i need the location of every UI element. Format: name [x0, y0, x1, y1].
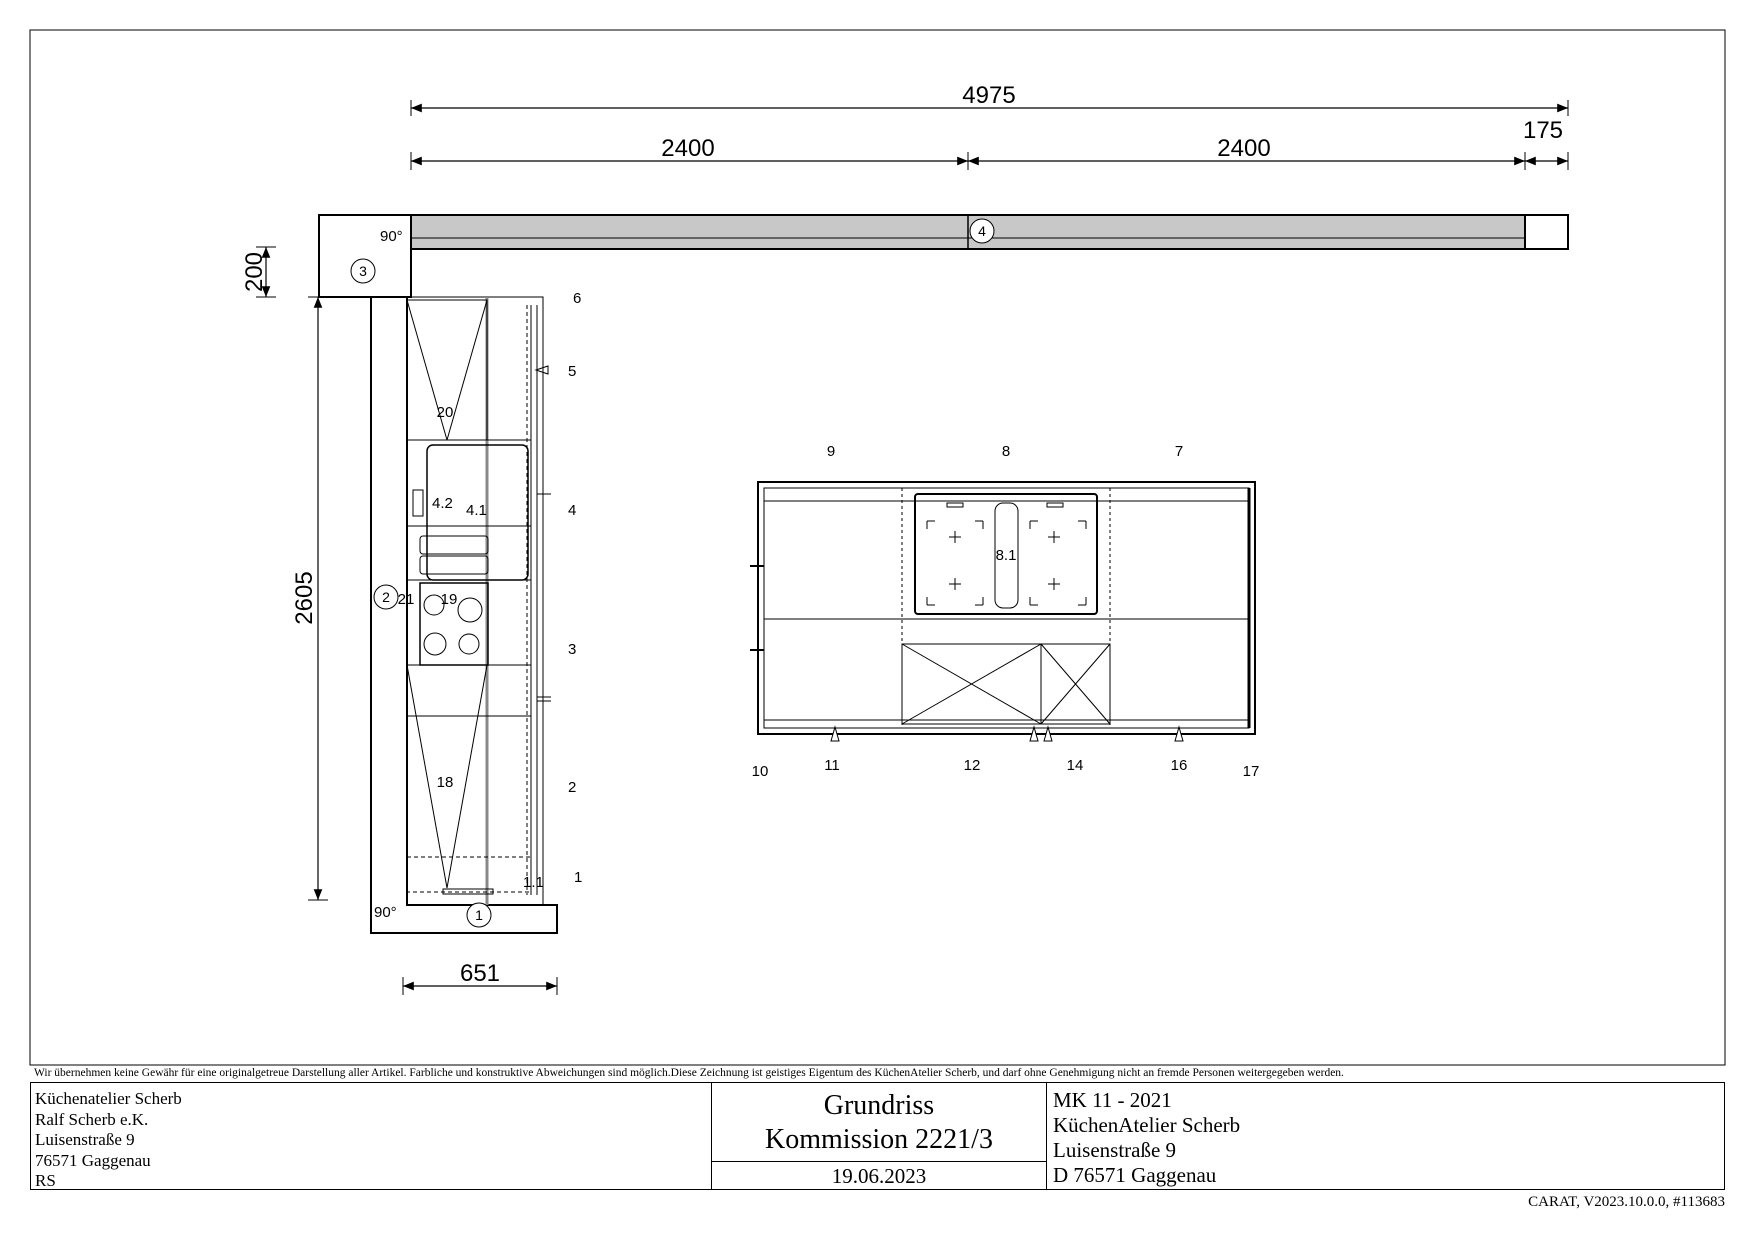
island-number-10: 10 — [751, 763, 769, 780]
drawing-title-line-2: Kommission 2221/3 — [765, 1124, 993, 1155]
angle-bottom-label: 90° — [374, 904, 397, 921]
wall-number-6: 6 — [573, 290, 582, 307]
end-panel — [1525, 215, 1568, 249]
wall-number-4: 4 — [568, 502, 577, 519]
dimension-corner-offset — [241, 247, 276, 297]
kitchen-island — [750, 443, 1259, 780]
label-1-1: 1.1 — [523, 874, 544, 891]
vendor-block — [1046, 1082, 1725, 1190]
drawing-title-line-1: Grundriss — [823, 1090, 935, 1121]
dim-total-label: 4975 — [962, 82, 1016, 109]
circled-label-3 — [351, 259, 375, 283]
drawing-title — [712, 1089, 1046, 1157]
label-21: 21 — [397, 591, 415, 608]
circled-label-4 — [970, 219, 994, 243]
wall-number-2: 2 — [568, 779, 577, 796]
dimension-left-depth — [403, 960, 557, 995]
vendor-line-1: MK 11 - 2021 — [1053, 1088, 1172, 1112]
company-line-5: RS — [35, 1171, 56, 1190]
dim-left-depth-label: 651 — [459, 960, 501, 987]
island-number-12: 12 — [963, 757, 981, 774]
company-line-3: Luisenstraße 9 — [35, 1130, 135, 1149]
svg-text:4: 4 — [978, 223, 986, 239]
circled-label-1 — [467, 903, 491, 927]
island-number-17: 17 — [1242, 763, 1260, 780]
wall-number-3: 3 — [568, 641, 577, 658]
company-line-4: 76571 Gaggenau — [35, 1150, 151, 1170]
circled-label-2 — [374, 585, 398, 609]
label-4-1: 4.1 — [466, 502, 487, 519]
island-number-16: 16 — [1170, 757, 1188, 774]
drawing-date: 19.06.2023 — [712, 1161, 1046, 1191]
island-number-11: 11 — [824, 757, 840, 774]
angle-top-label: 90° — [380, 228, 403, 245]
dimension-left-run — [291, 297, 328, 900]
label-8-1: 8.1 — [995, 547, 1017, 564]
label-20: 20 — [436, 404, 454, 421]
dimension-segments — [411, 117, 1568, 170]
wall-numbers — [568, 290, 582, 886]
dimension-total — [411, 82, 1568, 116]
vendor-line-4: D 76571 Gaggenau — [1053, 1163, 1217, 1187]
island-number-7: 7 — [1174, 443, 1184, 460]
vendor-line-2: KüchenAtelier Scherb — [1053, 1113, 1241, 1137]
dim-corner-offset-label: 200 — [241, 251, 268, 293]
svg-text:3: 3 — [359, 263, 367, 279]
label-18: 18 — [436, 774, 454, 791]
company-line-2: Ralf Scherb e.K. — [35, 1109, 149, 1129]
top-wall-row — [319, 215, 1568, 297]
island-number-14: 14 — [1066, 757, 1084, 774]
label-4-2: 4.2 — [432, 495, 453, 512]
company-line-1: Küchenatelier Scherb — [35, 1089, 182, 1108]
dim-end-label: 175 — [1522, 117, 1564, 144]
label-19: 19 — [440, 591, 458, 608]
wall-number-1: 1 — [574, 869, 583, 886]
dim-segment-right-label: 2400 — [1217, 135, 1271, 162]
company-address-block — [30, 1082, 712, 1190]
island-number-9: 9 — [826, 443, 836, 460]
svg-text:1: 1 — [475, 907, 483, 923]
svg-text:2: 2 — [382, 589, 390, 605]
left-run — [371, 297, 557, 933]
dim-segment-left-label: 2400 — [661, 135, 715, 162]
vendor-line-3: Luisenstraße 9 — [1053, 1138, 1177, 1162]
disclaimer-text: Wir übernehmen keine Gewähr für eine originalgetreue Darstellung aller Artikel. Farbliche und konstruktive Abweichungen sind möglich.Diese Zeichnung ist geistiges Eigentum des KüchenAtelier Scherb, und darf ohne Genehmigung nicht an fremde Personen weitergegeben werden. — [34, 1067, 1344, 1079]
title-block — [711, 1082, 1047, 1190]
wall-number-5: 5 — [568, 363, 577, 380]
software-version: CARAT, V2023.10.0.0, #113683 — [1528, 1194, 1725, 1210]
drawing-frame — [30, 30, 1725, 1065]
dim-left-run-label: 2605 — [291, 571, 318, 625]
island-number-8: 8 — [1001, 443, 1011, 460]
